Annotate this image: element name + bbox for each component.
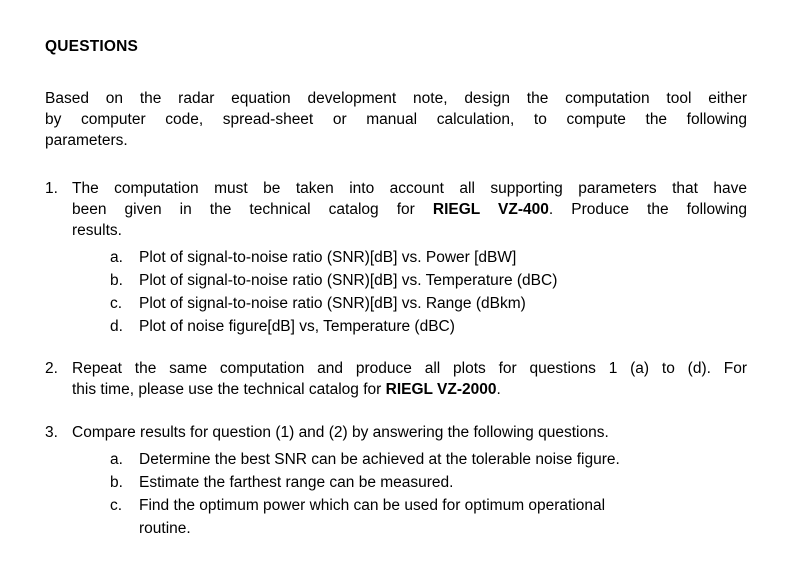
question-text-segment: . bbox=[496, 381, 501, 398]
subitem-label: a. bbox=[110, 451, 123, 468]
subitem-list bbox=[110, 448, 747, 540]
subitem-text-line: Find the optimum power which can be used for optimum operational bbox=[139, 497, 606, 514]
question-text-segment: . Produce the following bbox=[548, 201, 747, 218]
question-line bbox=[72, 199, 747, 220]
product-name-vz2000: RIEGL VZ-2000 bbox=[385, 381, 497, 398]
subitem-text: Plot of signal-to-noise ratio (SNR)[dB] vs. Power [dBW] bbox=[139, 249, 517, 266]
subitem-text-line: routine. bbox=[139, 520, 191, 537]
intro-paragraph bbox=[45, 88, 747, 151]
list-item bbox=[110, 269, 747, 292]
list-item bbox=[110, 292, 747, 315]
intro-line: parameters. bbox=[45, 132, 128, 149]
subitem-text: Plot of signal-to-noise ratio (SNR)[dB] vs. Temperature (dBC) bbox=[139, 272, 558, 289]
list-item bbox=[110, 448, 747, 471]
subitem-text: Plot of noise figure[dB] vs, Temperature (dBC) bbox=[139, 318, 455, 335]
question-number: 1. bbox=[45, 180, 58, 197]
intro-line: Based on the radar equation development note, design the computation tool either bbox=[45, 90, 747, 107]
subitem-text: Plot of signal-to-noise ratio (SNR)[dB] vs. Range (dBkm) bbox=[139, 295, 526, 312]
question-text-segment: been given in the technical catalog for bbox=[72, 201, 433, 218]
list-item bbox=[110, 471, 747, 494]
question-body bbox=[72, 422, 747, 540]
subitem-text bbox=[139, 494, 747, 540]
subitem-list bbox=[110, 246, 747, 338]
intro-line: by computer code, spread-sheet or manual calculation, to compute the following bbox=[45, 111, 747, 128]
list-item bbox=[110, 494, 747, 540]
subitem-text: Determine the best SNR can be achieved at the tolerable noise figure. bbox=[139, 451, 620, 468]
question-number: 3. bbox=[45, 424, 58, 441]
question-body bbox=[72, 178, 747, 338]
question-line: Repeat the same computation and produce all plots for questions 1 (a) to (d). For bbox=[72, 360, 747, 377]
subitem-label: c. bbox=[110, 497, 123, 514]
subitem-label: d. bbox=[110, 318, 123, 335]
page-title: QUESTIONS bbox=[45, 38, 139, 55]
question-number: 2. bbox=[45, 360, 58, 377]
question-line: Compare results for question (1) and (2) by answering the following questions. bbox=[72, 424, 609, 441]
question-line: The computation must be taken into account all supporting parameters that have bbox=[72, 180, 747, 197]
product-name-vz400: RIEGL VZ-400 bbox=[432, 201, 549, 218]
question-line: results. bbox=[72, 222, 122, 239]
list-item bbox=[110, 315, 747, 338]
question-item-2 bbox=[45, 358, 747, 400]
subitem-text: Estimate the farthest range can be measured. bbox=[139, 474, 454, 491]
subitem-label: c. bbox=[110, 295, 123, 312]
question-item-1 bbox=[45, 178, 747, 338]
subitem-label: a. bbox=[110, 249, 123, 266]
list-item bbox=[110, 246, 747, 269]
question-body bbox=[72, 358, 747, 400]
question-item-3 bbox=[45, 422, 747, 540]
question-line bbox=[72, 379, 747, 400]
subitem-label: b. bbox=[110, 474, 123, 491]
subitem-label: b. bbox=[110, 272, 123, 289]
question-text-segment: this time, please use the technical catalog for bbox=[72, 381, 386, 398]
